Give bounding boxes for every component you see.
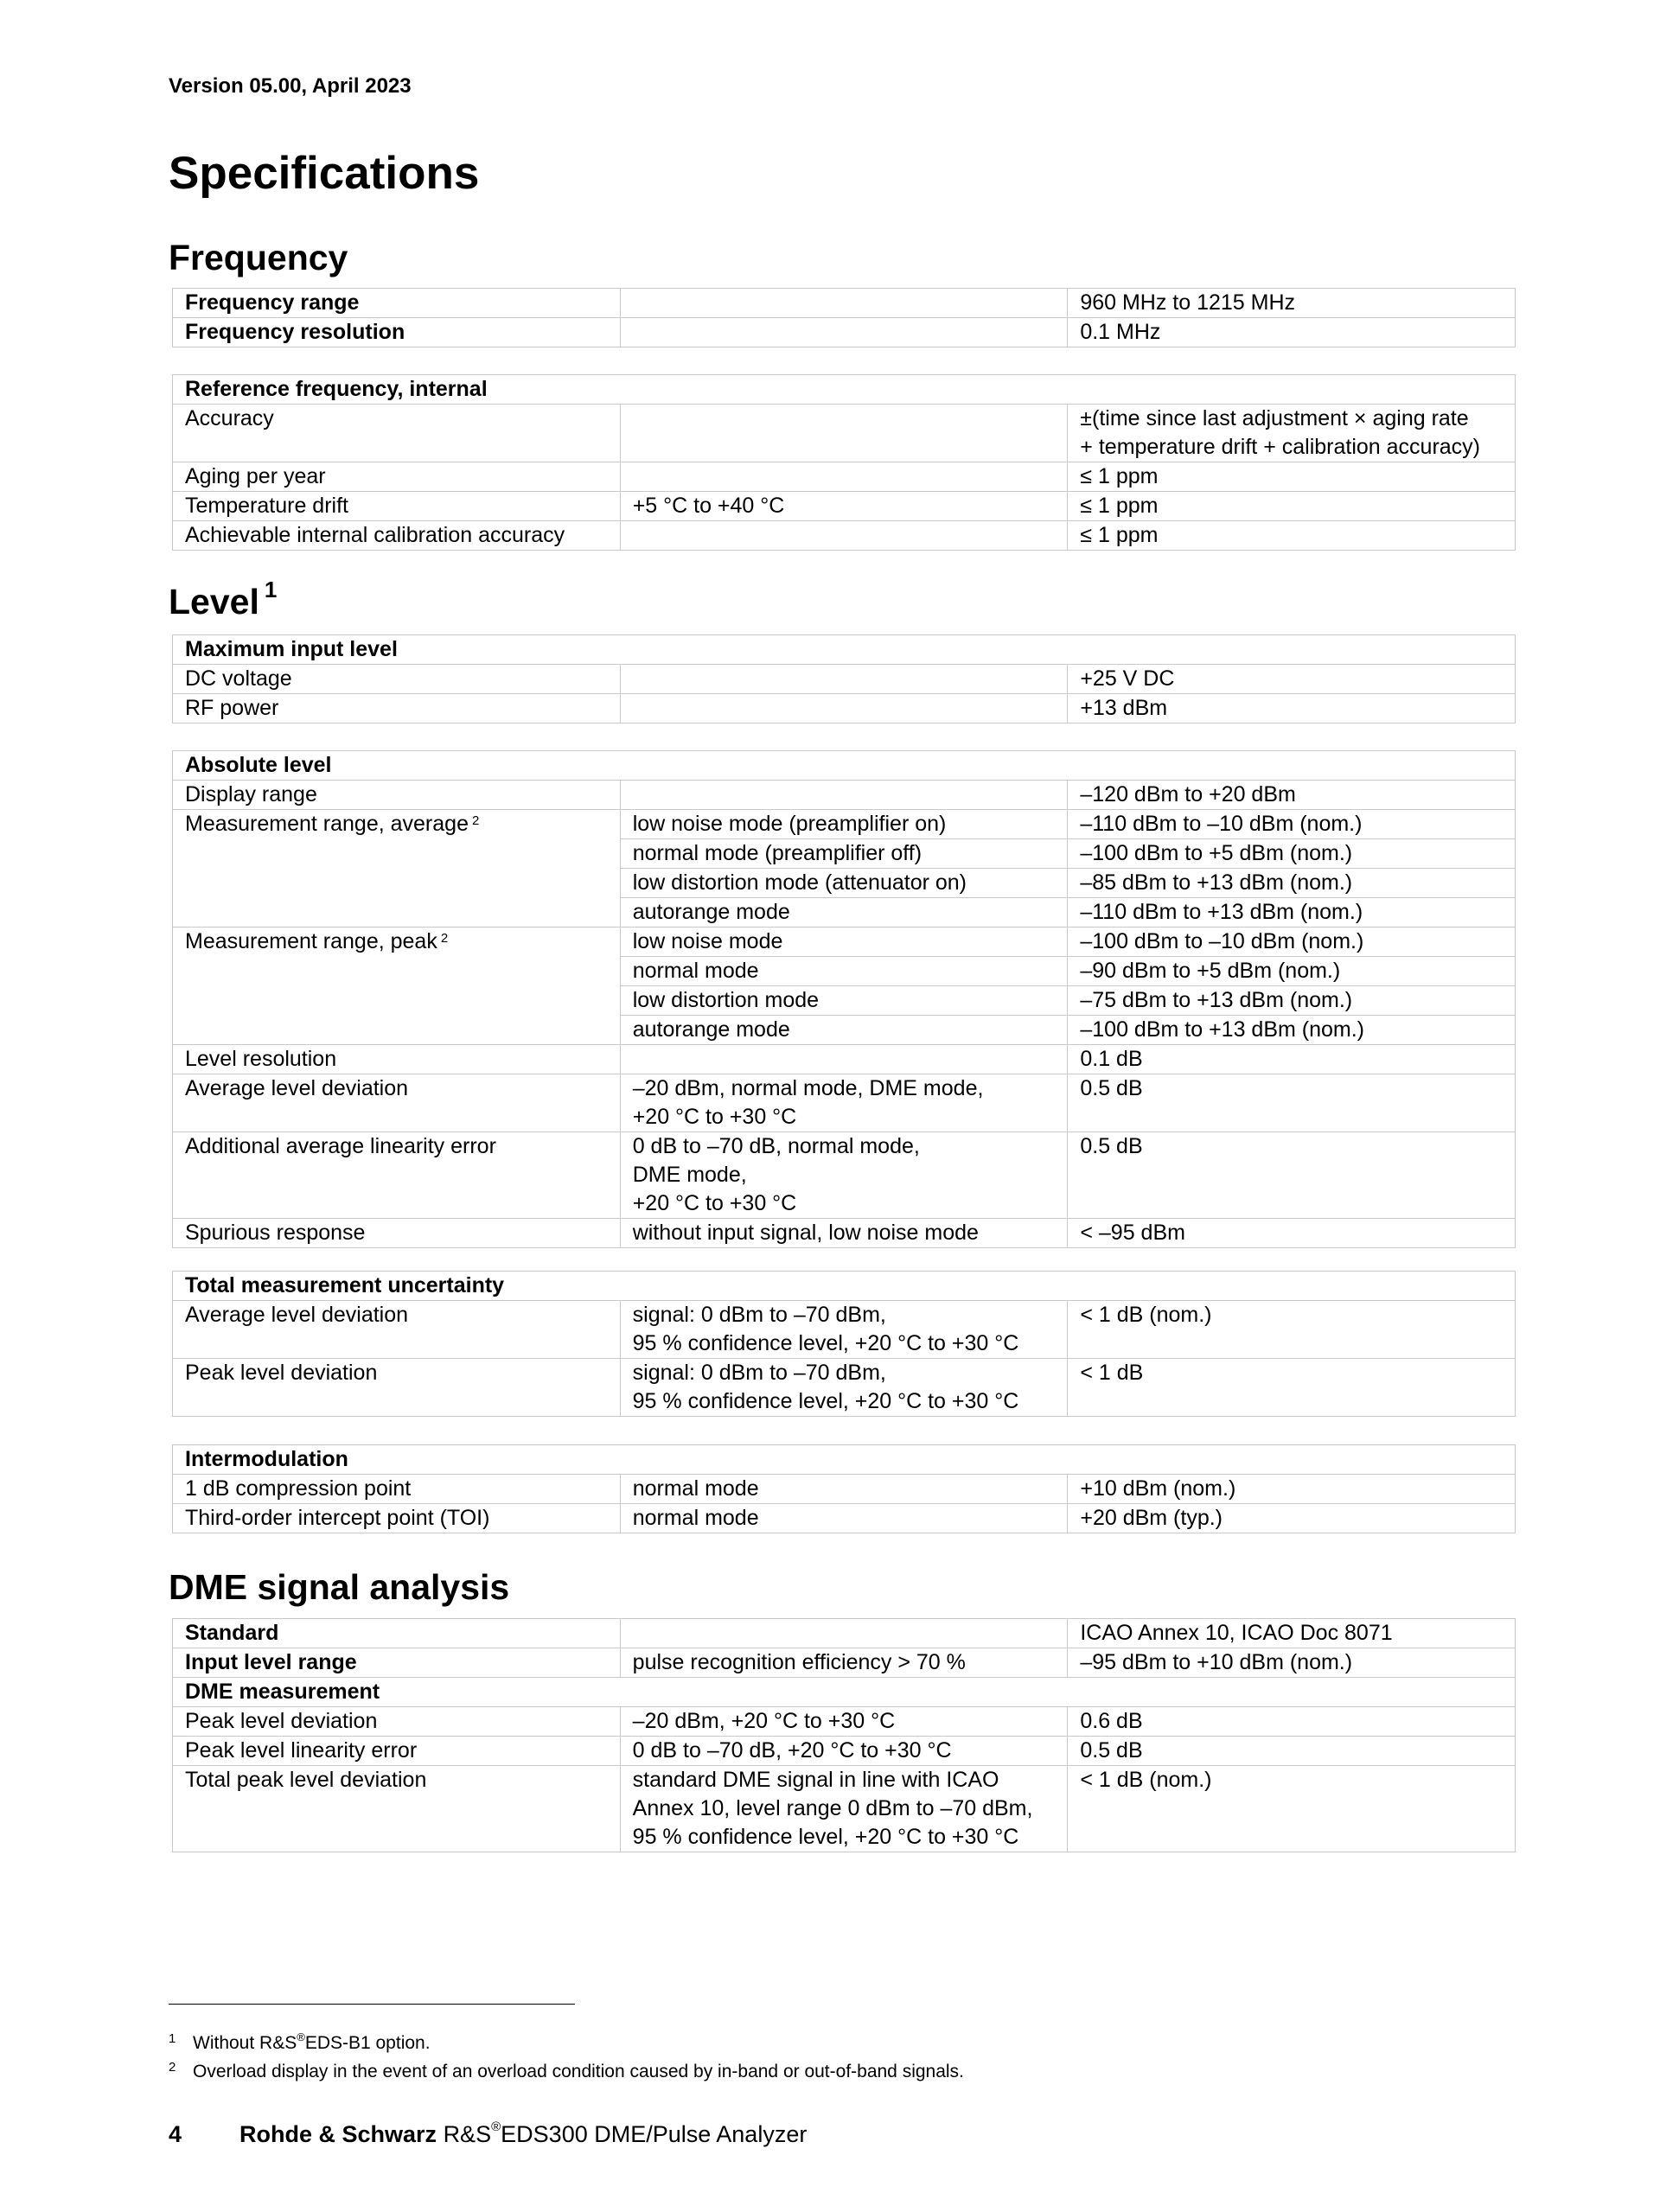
table-cell: –100 dBm to –10 dBm (nom.) [1068, 928, 1516, 957]
table-cell: –95 dBm to +10 dBm (nom.) [1068, 1648, 1516, 1678]
table-cell: +20 dBm (typ.) [1068, 1504, 1516, 1533]
footnote-ref: 2 [440, 931, 449, 946]
footnote-text: Overload display in the event of an overload condition caused by in-band or out-of-band signals. [193, 2062, 964, 2081]
table-cell: –110 dBm to –10 dBm (nom.) [1068, 810, 1516, 839]
table-cell: Spurious response [173, 1219, 621, 1248]
table-cell: ≤ 1 ppm [1068, 462, 1516, 492]
table-cell [620, 1074, 1068, 1132]
table-header-cell: Reference frequency, internal [173, 375, 1516, 405]
footnote-divider [169, 2004, 575, 2005]
table-cell: low noise mode (preamplifier on) [620, 810, 1068, 839]
footnote-text: Without R&S [193, 2033, 297, 2053]
page-number: 4 [169, 2121, 182, 2147]
table-cell: low noise mode [620, 928, 1068, 957]
page-title: Specifications [169, 148, 480, 199]
footnote-number: 2 [169, 2060, 176, 2075]
table-cell: Aging per year [173, 462, 621, 492]
table-row [173, 1132, 1516, 1219]
table-cell [620, 694, 1068, 724]
table-cell: Peak level deviation [173, 1707, 621, 1737]
table-row [173, 1359, 1516, 1417]
table-cell: 960 MHz to 1215 MHz [1068, 289, 1516, 318]
company-name: Rohde & Schwarz [239, 2121, 437, 2147]
table-header-cell: Absolute level [173, 751, 1516, 781]
table-row [173, 1219, 1516, 1248]
product-name-pre: R&S [443, 2121, 492, 2147]
table-row [173, 375, 1516, 405]
table-row [173, 1737, 1516, 1766]
table-cell: autorange mode [620, 898, 1068, 928]
section-level-heading [169, 577, 278, 622]
table-cell: +10 dBm (nom.) [1068, 1475, 1516, 1504]
table-cell: Frequency range [173, 289, 621, 318]
table-cell: DC voltage [173, 665, 621, 694]
table-cell: –20 dBm, +20 °C to +30 °C [620, 1707, 1068, 1737]
table-cell: Accuracy [173, 405, 621, 462]
table-row [173, 1619, 1516, 1648]
table-row [173, 751, 1516, 781]
table-row [173, 635, 1516, 665]
table-cell: 0.5 dB [1068, 1132, 1516, 1219]
table-row [173, 928, 1516, 957]
table-cell: +5 °C to +40 °C [620, 492, 1068, 521]
table-cell [620, 521, 1068, 551]
table-cell [620, 1132, 1068, 1219]
registered-mark: ® [491, 2120, 501, 2134]
cell-line: signal: 0 dBm to –70 dBm, [632, 1361, 886, 1385]
table-cell [620, 781, 1068, 810]
table-row [173, 1445, 1516, 1475]
table-cell: 0.1 dB [1068, 1045, 1516, 1074]
table-cell: Peak level linearity error [173, 1737, 621, 1766]
table-row [173, 665, 1516, 694]
table-cell: < 1 dB [1068, 1359, 1516, 1417]
table-cell: ≤ 1 ppm [1068, 492, 1516, 521]
table-cell: without input signal, low noise mode [620, 1219, 1068, 1248]
table-cell [620, 1045, 1068, 1074]
table-cell: normal mode [620, 1504, 1068, 1533]
table-cell [620, 1359, 1068, 1417]
table-cell: Frequency resolution [173, 318, 621, 347]
table-row [173, 318, 1516, 347]
table-cell: low distortion mode (attenuator on) [620, 869, 1068, 898]
table-row [173, 289, 1516, 318]
table-cell: Third-order intercept point (TOI) [173, 1504, 621, 1533]
maximum-input-level-table [172, 634, 1516, 724]
table-cell: 0.5 dB [1068, 1737, 1516, 1766]
table-row [173, 1045, 1516, 1074]
table-cell [620, 1766, 1068, 1852]
table-row [173, 1678, 1516, 1707]
cell-line: 0 dB to –70 dB, normal mode, [632, 1134, 920, 1158]
table-cell: –100 dBm to +5 dBm (nom.) [1068, 839, 1516, 869]
cell-line: +20 °C to +30 °C [632, 1105, 797, 1129]
cell-line: 95 % confidence level, +20 °C to +30 °C [632, 1389, 1019, 1413]
table-cell: < 1 dB (nom.) [1068, 1301, 1516, 1359]
table-cell: –120 dBm to +20 dBm [1068, 781, 1516, 810]
footnote-2 [169, 2062, 964, 2082]
table-row [173, 462, 1516, 492]
table-cell [620, 318, 1068, 347]
table-cell [173, 928, 621, 1045]
table-cell: Achievable internal calibration accuracy [173, 521, 621, 551]
table-cell: Peak level deviation [173, 1359, 621, 1417]
registered-mark: ® [297, 2030, 305, 2043]
table-header-cell: Maximum input level [173, 635, 1516, 665]
section-frequency-heading: Frequency [169, 238, 348, 277]
table-cell: Standard [173, 1619, 621, 1648]
table-cell [620, 1301, 1068, 1359]
cell-line: + temperature drift + calibration accuracy) [1080, 435, 1481, 459]
table-row [173, 1504, 1516, 1533]
table-cell: Average level deviation [173, 1301, 621, 1359]
table-row [173, 810, 1516, 839]
table-cell: Additional average linearity error [173, 1132, 621, 1219]
table-cell: –75 dBm to +13 dBm (nom.) [1068, 986, 1516, 1016]
footnote-ref: 2 [471, 813, 480, 828]
dme-signal-analysis-table [172, 1618, 1516, 1852]
table-cell: normal mode [620, 1475, 1068, 1504]
row-label: Measurement range, peak [185, 929, 437, 953]
table-cell: –100 dBm to +13 dBm (nom.) [1068, 1016, 1516, 1045]
table-header-cell: Total measurement uncertainty [173, 1272, 1516, 1301]
cell-line: 95 % confidence level, +20 °C to +30 °C [632, 1331, 1019, 1355]
page-footer [169, 2121, 807, 2148]
table-row [173, 492, 1516, 521]
table-cell [620, 1619, 1068, 1648]
table-cell: 0 dB to –70 dB, +20 °C to +30 °C [620, 1737, 1068, 1766]
cell-line: +20 °C to +30 °C [632, 1191, 797, 1215]
footnote-text: EDS-B1 option. [304, 2033, 431, 2053]
section-level-title: Level [169, 582, 259, 622]
table-row [173, 1301, 1516, 1359]
table-cell: Display range [173, 781, 621, 810]
table-cell: Total peak level deviation [173, 1766, 621, 1852]
table-cell: < –95 dBm [1068, 1219, 1516, 1248]
table-row [173, 1648, 1516, 1678]
cell-line: 95 % confidence level, +20 °C to +30 °C [632, 1825, 1019, 1849]
table-cell: 1 dB compression point [173, 1475, 621, 1504]
cell-line: ±(time since last adjustment × aging rate [1080, 406, 1469, 430]
table-row [173, 1272, 1516, 1301]
footnote-1 [169, 2030, 431, 2054]
table-header-cell: Intermodulation [173, 1445, 1516, 1475]
table-cell: ICAO Annex 10, ICAO Doc 8071 [1068, 1619, 1516, 1648]
table-cell: –85 dBm to +13 dBm (nom.) [1068, 869, 1516, 898]
table-cell: Input level range [173, 1648, 621, 1678]
reference-frequency-table [172, 374, 1516, 551]
cell-line: signal: 0 dBm to –70 dBm, [632, 1303, 886, 1327]
table-cell: +13 dBm [1068, 694, 1516, 724]
product-name: EDS300 DME/Pulse Analyzer [501, 2121, 808, 2147]
intermodulation-table [172, 1444, 1516, 1533]
footnote-ref: 1 [264, 577, 278, 602]
table-cell: < 1 dB (nom.) [1068, 1766, 1516, 1852]
table-row [173, 781, 1516, 810]
table-cell: normal mode (preamplifier off) [620, 839, 1068, 869]
table-cell [620, 289, 1068, 318]
table-cell: RF power [173, 694, 621, 724]
cell-line: Annex 10, level range 0 dBm to –70 dBm, [632, 1796, 1033, 1820]
table-header-cell: DME measurement [173, 1678, 1516, 1707]
table-cell [620, 665, 1068, 694]
table-cell: Average level deviation [173, 1074, 621, 1132]
table-cell: low distortion mode [620, 986, 1068, 1016]
table-cell [173, 810, 621, 928]
table-cell [1068, 405, 1516, 462]
table-cell: 0.5 dB [1068, 1074, 1516, 1132]
table-cell [620, 462, 1068, 492]
version-line: Version 05.00, April 2023 [169, 74, 412, 98]
total-measurement-uncertainty-table [172, 1271, 1516, 1417]
table-row [173, 521, 1516, 551]
table-cell: pulse recognition efficiency > 70 % [620, 1648, 1068, 1678]
table-row [173, 405, 1516, 462]
section-dme-heading: DME signal analysis [169, 1567, 510, 1607]
row-label: Measurement range, average [185, 812, 469, 836]
table-cell: autorange mode [620, 1016, 1068, 1045]
table-cell: 0.6 dB [1068, 1707, 1516, 1737]
absolute-level-table [172, 750, 1516, 1248]
table-cell [620, 405, 1068, 462]
footnote-number: 1 [169, 2031, 176, 2046]
table-cell: ≤ 1 ppm [1068, 521, 1516, 551]
table-cell: normal mode [620, 957, 1068, 986]
table-cell: Temperature drift [173, 492, 621, 521]
table-row [173, 1475, 1516, 1504]
table-row [173, 1707, 1516, 1737]
table-cell: Level resolution [173, 1045, 621, 1074]
cell-line: DME mode, [632, 1163, 747, 1187]
table-row [173, 694, 1516, 724]
cell-line: standard DME signal in line with ICAO [632, 1768, 999, 1792]
table-cell: –90 dBm to +5 dBm (nom.) [1068, 957, 1516, 986]
cell-line: –20 dBm, normal mode, DME mode, [632, 1076, 984, 1100]
table-cell: +25 V DC [1068, 665, 1516, 694]
frequency-table [172, 288, 1516, 347]
table-cell: –110 dBm to +13 dBm (nom.) [1068, 898, 1516, 928]
table-row [173, 1074, 1516, 1132]
table-row [173, 1766, 1516, 1852]
table-cell: 0.1 MHz [1068, 318, 1516, 347]
